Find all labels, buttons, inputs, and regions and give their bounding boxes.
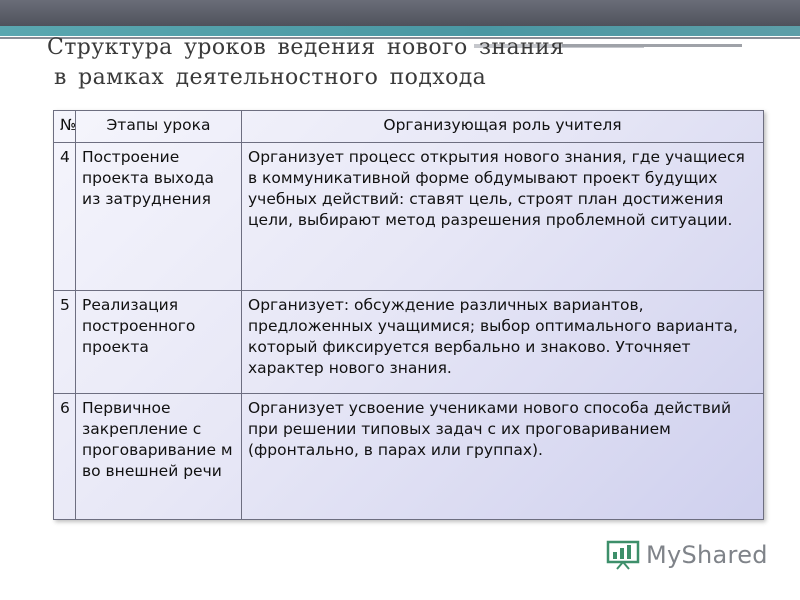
slide-title-line-2: в рамках деятельностного подхода <box>54 65 487 90</box>
slide-title <box>47 33 687 93</box>
row-number: 4 <box>54 143 76 291</box>
slide-title-line-1: Структура уроков ведения нового знания <box>47 35 565 60</box>
header-bar <box>0 0 800 26</box>
row-stage: Первичное закрепление с проговаривание м во внешней речи <box>76 394 242 520</box>
row-number: 5 <box>54 291 76 394</box>
lesson-stages-table <box>53 110 764 520</box>
presentation-board-icon <box>606 540 642 570</box>
row-stage: Построение проекта выхода из затруднения <box>76 143 242 291</box>
logo-text: MyShared <box>646 541 768 569</box>
table-row <box>54 143 764 291</box>
column-header-number: № <box>54 111 76 143</box>
myshared-logo[interactable] <box>606 538 766 572</box>
table-row <box>54 291 764 394</box>
row-role: Организует: обсуждение различных вариантов, предложенных учащимися; выбор оптимального варианта, который фиксируется вербально и знаково. Уточняет характер нового знания. <box>242 291 764 394</box>
column-header-role: Организующая роль учителя <box>242 111 764 143</box>
row-number: 6 <box>54 394 76 520</box>
row-stage: Реализация построенного проекта <box>76 291 242 394</box>
row-role: Организует усвоение учениками нового способа действий при решении типовых задач с их проговариванием (фронтально, в парах или группах). <box>242 394 764 520</box>
row-role: Организует процесс открытия нового знания, где учащиеся в коммуникативной форме обдумывают проект будущих учебных действий: ставят цель, строят план достижения цели, выбирают метод разрешения проблемной ситуации. <box>242 143 764 291</box>
table-header-row <box>54 111 764 143</box>
table-row <box>54 394 764 520</box>
column-header-stage: Этапы урока <box>76 111 242 143</box>
